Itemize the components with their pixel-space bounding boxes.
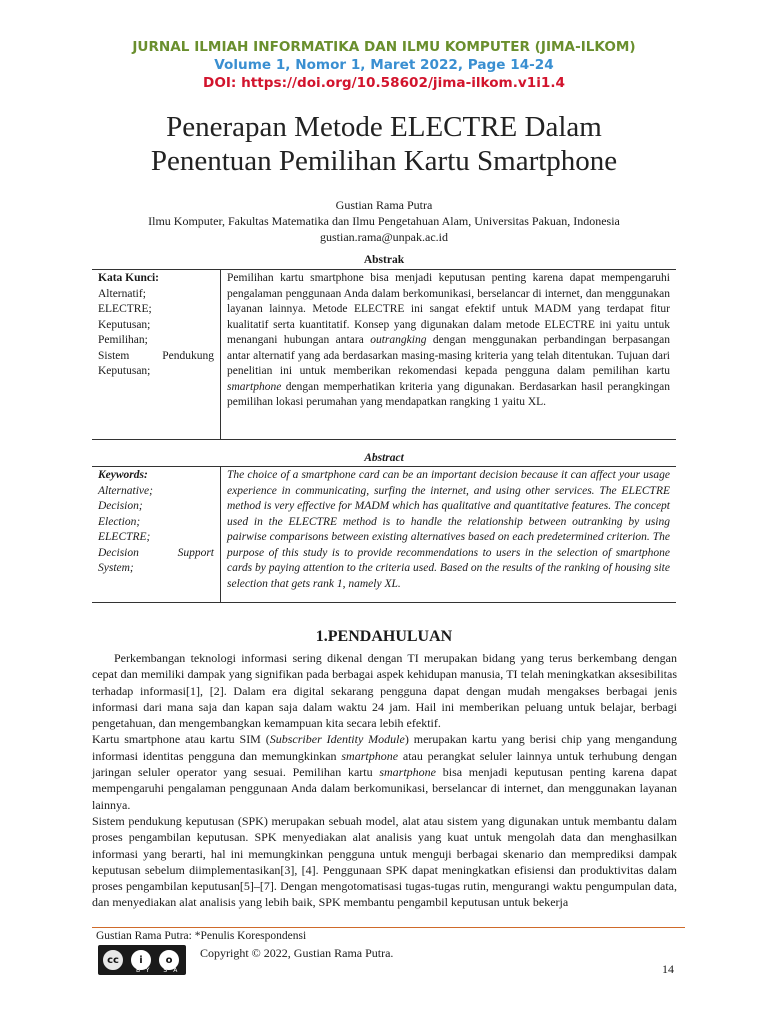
- keyword-item: Election;: [98, 515, 141, 528]
- keyword-item: System;: [98, 562, 134, 574]
- keyword-item: ELECTRE;: [98, 303, 152, 315]
- keyword-item: Decision;: [98, 500, 143, 512]
- paper-title-line-1: Penerapan Metode ELECTRE Dalam: [166, 111, 602, 143]
- share-alike-icon: o: [157, 948, 181, 972]
- footer-rule: [92, 927, 685, 928]
- author-affiliation: Ilmu Komputer, Fakultas Matematika dan Ilmu Pengetahuan Alam, Universitas Pakuan, Indonesia: [148, 214, 620, 228]
- body-text-part: ) merupakan kartu yang berisi chip yang mengandung informasi identitas pengguna dan memungkinkan: [92, 732, 677, 763]
- body-paragraph: [92, 731, 677, 812]
- body-text-part: bisa menjadi keputusan penting karena dapat mempengaruhi pengalaman penggunaan Anda dalam berkomunikasi, berselancar di internet, dan menggunakan layanan lainnya.: [92, 765, 677, 812]
- keyword-item: Alternatif;: [98, 287, 146, 300]
- body-text-part: Kartu smartphone atau kartu SIM (: [92, 732, 270, 747]
- keyword-word: Sistem: [98, 349, 130, 362]
- paper-title-line-2: Penentuan Pemilihan Kartu Smartphone: [150, 145, 618, 177]
- paper-title: [40, 110, 728, 178]
- abstrak-keywords-heading: Kata Kunci:: [98, 272, 160, 284]
- keyword-item: Keputusan;: [98, 318, 151, 331]
- journal-header: [60, 38, 708, 92]
- author-block: [60, 197, 708, 245]
- journal-volume: Volume 1, Nomor 1, Maret 2022, Page 14-24: [214, 57, 554, 73]
- abstrak-keywords: [98, 271, 214, 380]
- abstract-keywords: [98, 468, 214, 577]
- abstract-heading: Abstract: [364, 452, 404, 464]
- keyword-item: Keputusan;: [98, 365, 151, 377]
- cc-icon: cc: [101, 948, 125, 972]
- abstrak-text: [227, 271, 670, 411]
- body-text-italic: smartphone: [379, 765, 437, 780]
- keyword-word: Decision: [98, 546, 139, 559]
- keyword-item: [98, 546, 214, 562]
- abstrak-text-italic: outrangking: [370, 334, 427, 346]
- keyword-word: Pendukung: [162, 349, 214, 362]
- cc-license-label: BY SA: [136, 967, 184, 974]
- cc-license-badge[interactable]: [98, 945, 186, 975]
- abstrak-heading: Abstrak: [363, 254, 405, 266]
- attribution-icon: i: [129, 948, 153, 972]
- keyword-item: ELECTRE;: [98, 531, 151, 543]
- section-title: 1.PENDAHULUAN: [315, 628, 453, 645]
- author-name: Gustian Rama Putra: [335, 198, 433, 212]
- body-paragraph: Perkembangan teknologi informasi sering dikenal dengan TI merupakan bidang yang terus berkembang dengan cepat dan memiliki dampak yang signifikan pada berbagai aspek kehidupan manusia, TI telah meningkatkan aksesibilitas terhadap informasi[1], [2]. Dalam era digital sekarang pengguna dapat dengan mudah mengakses berbagai jenis informasi dari mana saja dan kapan saja dalam waktu 24 jam. Hail ini memberikan peluang untuk belajar, berbagi pengetahuan, dan mengembangkan kemampuan kita secara lebih efektif.: [92, 651, 677, 731]
- journal-name: JURNAL ILMIAH INFORMATIKA DAN ILMU KOMPUTER (JIMA-ILKOM): [132, 39, 636, 55]
- journal-doi-link[interactable]: DOI: https://doi.org/10.58602/jima-ilkom.v1i1.4: [203, 75, 565, 91]
- abstrak-text-part: Pemilihan kartu smartphone bisa menjadi keputusan penting karena dapat mempengaruhi pengalaman penggunaan Anda dalam berkomunikasi, berselancar di internet, dan menggunakan layanan lainnya. Metode ELECTRE ini sangat efektif untuk MADM yang terdapat fitur kualitatif serta kuantitatif. Konsep yang digunakan dalam metode ELECTRE ini yaitu untuk menangani hubungan antara: [227, 272, 670, 346]
- abstrak-column-divider: [220, 269, 221, 439]
- keyword-item: Pemilihan;: [98, 334, 148, 346]
- abstrak-text-part: dengan memperhatikan kriteria yang digunakan. Berdasarkan hasil perangkingan pemilihan lokasi perumahan yang mendapatkan rangking 1 yaitu XL.: [227, 380, 670, 408]
- body-text-italic: smartphone: [341, 748, 399, 763]
- keyword-item: [98, 349, 214, 365]
- abstrak-text-italic: smartphone: [227, 380, 282, 393]
- section-body: [92, 650, 677, 911]
- abstract-keywords-heading: Keywords:: [98, 469, 148, 481]
- copyright-notice: Copyright © 2022, Gustian Rama Putra.: [200, 946, 394, 960]
- keyword-item: Alternative;: [98, 484, 153, 497]
- abstract-bottom-rule: [92, 602, 676, 603]
- abstract-top-rule: [92, 466, 676, 467]
- footer-author-note: Gustian Rama Putra: *Penulis Korespondensi: [96, 930, 307, 942]
- body-paragraph: Sistem pendukung keputusan (SPK) merupakan sebuah model, alat atau sistem yang digunakan untuk membantu dalam proses pengambilan keputusan. SPK menyediakan alat analisis yang kuat untuk mengolah data dan menghasilkan informasi yang berarti, hal ini memungkinkan pengguna untuk menguji berbagai skenario dan memprediksi dampak keputusan sebelum diimplementasikan[3], [4]. Penggunaan SPK dapat meningkatkan efisiensi dan produktivitas dalam proses pengambilan keputusan[5]–[7]. Dengan mengotomatisasi tugas-tugas rutin, mengurangi waktu pengumpulan data, dan menyediakan alat analisis yang lebih baik, SPK membantu pengambil keputusan untuk bekerja: [92, 813, 677, 910]
- body-text-part: atau perangkat seluler lainnya untuk terhubung dengan jaringan seluler operator yang sesuai. Pemilihan kartu: [92, 748, 678, 780]
- abstract-text: The choice of a smartphone card can be an important decision because it can affect your usage experience in communicating, surfing the internet, and using other services. The ELECTRE method is very effective for MADM which has qualitative and quantitative features. The concept used in the ELECTRE method is to handle the relationship between outranking by using pairwise comparisons between existing alternatives based on each predetermined criterion. The purpose of this study is to provide recommendations to users in the selection of smartphone cards by paying attention to the criteria used. Based on the results of the ranking of housing site selection that gets rank 1, namely XL.: [227, 469, 670, 590]
- abstrak-top-rule: [92, 269, 676, 270]
- keyword-word: Support: [177, 546, 214, 559]
- body-text-italic: Subscriber Identity Module: [269, 732, 405, 747]
- page-number: 14: [662, 962, 674, 976]
- abstrak-text-part: dengan menggunakan perbandingan berpasangan antar alternatif yang ada berdasarkan masing-masing kriteria yang telah ditentukan. Tujuan dari penelitian ini untuk memberikan rekomendasi kepada pengguna dalam pemilihan kartu: [227, 334, 670, 377]
- author-email[interactable]: gustian.rama@unpak.ac.id: [319, 230, 448, 244]
- abstract-column-divider: [220, 466, 221, 602]
- abstrak-bottom-rule: [92, 439, 676, 440]
